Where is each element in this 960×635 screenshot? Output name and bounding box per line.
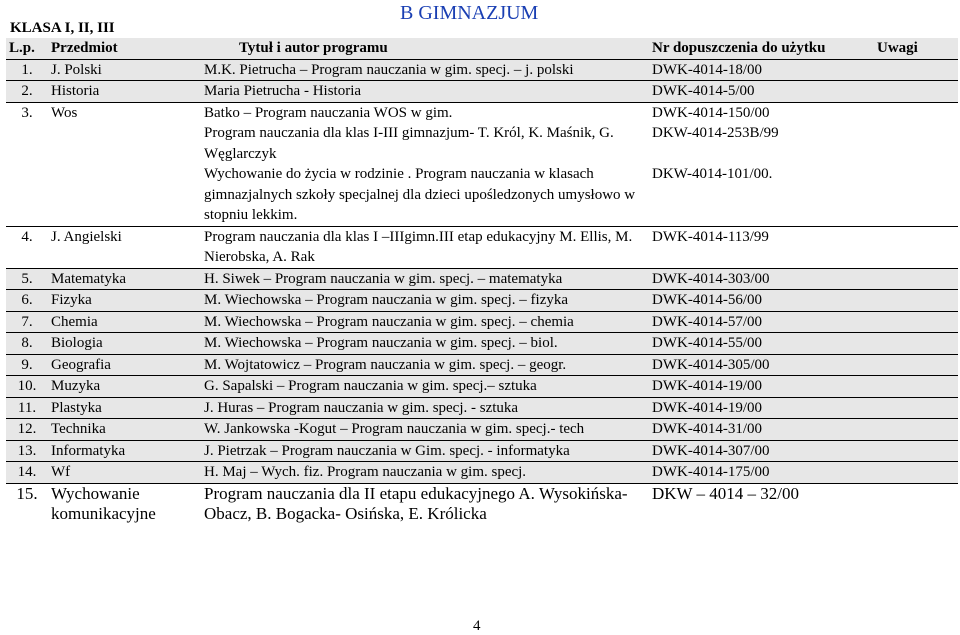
row-num: 8.: [6, 333, 48, 355]
row-title: Program nauczania dla II etapu edukacyjnego A. Wysokińska-Obacz, B. Bogacka- Osińska, E. Królicka: [204, 483, 628, 523]
row-subject: Wos: [48, 102, 201, 226]
row-title-part: Wychowanie do życia w rodzinie . Program nauczania w klasach gimnazjalnych szkoły specjalnej dla dzieci upośledzonych umysłowo w stopniu lekkim.: [204, 166, 636, 223]
table-row: [6, 102, 958, 226]
row-notes: [837, 59, 958, 81]
row-nr: DWK-4014-18/00: [649, 59, 837, 81]
table-row: [6, 354, 958, 376]
row-num: 11.: [6, 397, 48, 419]
row-nr: [649, 102, 837, 226]
table-row: [6, 311, 958, 333]
col-header-notes: Uwagi: [837, 38, 958, 59]
row-subject: J. Polski: [48, 59, 201, 81]
row-subject: Matematyka: [48, 268, 201, 290]
program-table: [6, 38, 958, 525]
row-nr: DWK-4014-55/00: [649, 333, 837, 355]
page-title: B GIMNAZJUM: [400, 2, 539, 24]
row-nr-part: DWK-4014-150/00: [652, 104, 770, 121]
row-subject: Wf: [48, 462, 201, 484]
row-notes: [837, 311, 958, 333]
row-title: M. Wiechowska – Program nauczania w gim. specj. – chemia: [201, 311, 649, 333]
row-nr: DWK-4014-307/00: [649, 440, 837, 462]
row-notes: [837, 397, 958, 419]
row-subject: Historia: [48, 81, 201, 103]
row-notes: [837, 483, 958, 525]
table-row: [6, 268, 958, 290]
row-num: 15.: [16, 483, 38, 503]
row-num: 4.: [6, 226, 48, 268]
row-title: M. Wiechowska – Program nauczania w gim. specj. – biol.: [201, 333, 649, 355]
table-row: [6, 290, 958, 312]
row-nr: DKW – 4014 – 32/00: [652, 483, 800, 503]
page-number: 4: [473, 618, 481, 634]
row-subject: Geografia: [48, 354, 201, 376]
row-notes: [837, 226, 958, 268]
table-row: [6, 333, 958, 355]
row-num: 10.: [6, 376, 48, 398]
col-header-nr: Nr dopuszczenia do użytku: [649, 38, 837, 59]
row-title: [201, 102, 649, 226]
row-notes: [837, 440, 958, 462]
row-subject: J. Angielski: [48, 226, 201, 268]
row-num: 14.: [6, 462, 48, 484]
row-num: 6.: [6, 290, 48, 312]
class-label: KLASA I, II, III: [10, 20, 115, 36]
row-nr: DWK-4014-19/00: [649, 376, 837, 398]
row-title: M.K. Pietrucha – Program nauczania w gim. specj. – j. polski: [201, 59, 649, 81]
col-header-lp: L.p.: [6, 38, 48, 59]
row-num: 1.: [6, 59, 48, 81]
row-nr: DWK-4014-113/99: [649, 226, 837, 268]
table-row: [6, 376, 958, 398]
row-num: 12.: [6, 419, 48, 441]
row-title: G. Sapalski – Program nauczania w gim. specj.– sztuka: [201, 376, 649, 398]
table-row: [6, 59, 958, 81]
row-notes: [837, 290, 958, 312]
col-header-subject: Przedmiot: [48, 38, 201, 59]
row-title: J. Huras – Program nauczania w gim. specj. - sztuka: [201, 397, 649, 419]
row-num: 2.: [6, 81, 48, 103]
row-title: J. Pietrzak – Program nauczania w Gim. specj. - informatyka: [201, 440, 649, 462]
row-notes: [837, 354, 958, 376]
row-subject: Muzyka: [48, 376, 201, 398]
table-row: [6, 81, 958, 103]
row-title: H. Siwek – Program nauczania w gim. specj. – matematyka: [201, 268, 649, 290]
row-notes: [837, 81, 958, 103]
row-nr: DWK-4014-31/00: [649, 419, 837, 441]
table-row: [6, 397, 958, 419]
row-subject: Wychowanie komunikacyjne: [51, 483, 156, 523]
row-num: 9.: [6, 354, 48, 376]
row-nr: DWK-4014-303/00: [649, 268, 837, 290]
row-nr-part: DKW-4014-253B/99: [652, 125, 779, 141]
row-num: 13.: [6, 440, 48, 462]
row-title: M. Wojtatowicz – Program nauczania w gim. specj. – geogr.: [201, 354, 649, 376]
row-notes: [837, 419, 958, 441]
row-notes: [837, 268, 958, 290]
row-title: Maria Pietrucha - Historia: [201, 81, 649, 103]
table-row: [6, 226, 958, 268]
row-title: M. Wiechowska – Program nauczania w gim. specj. – fizyka: [201, 290, 649, 312]
row-num: 7.: [6, 311, 48, 333]
row-nr: DWK-4014-56/00: [649, 290, 837, 312]
row-notes: [837, 333, 958, 355]
col-header-title: Tytuł i autor programu: [201, 38, 649, 59]
row-nr: DWK-4014-175/00: [649, 462, 837, 484]
row-title: W. Jankowska -Kogut – Program nauczania w gim. specj.- tech: [201, 419, 649, 441]
row-title-part: Program nauczania dla klas I-III gimnazjum- T. Król, K. Maśnik, G. Węglarczyk: [204, 125, 614, 162]
row-subject: Plastyka: [48, 397, 201, 419]
row-num: 5.: [6, 268, 48, 290]
row-nr: DWK-4014-5/00: [649, 81, 837, 103]
row-nr-part: DKW-4014-101/00.: [652, 165, 773, 182]
row-num: 3.: [6, 102, 48, 226]
row-notes: [837, 102, 958, 226]
row-notes: [837, 376, 958, 398]
row-title: Program nauczania dla klas I –IIIgimn.III etap edukacyjny M. Ellis, M. Nierobska, A. Rak: [201, 226, 649, 268]
row-subject: Chemia: [48, 311, 201, 333]
row-subject: Technika: [48, 419, 201, 441]
table-row: [6, 419, 958, 441]
table-row: [6, 462, 958, 484]
row-title-part: Batko – Program nauczania WOS w gim.: [204, 104, 453, 121]
row-subject: Informatyka: [48, 440, 201, 462]
table-row: [6, 440, 958, 462]
table-header-row: [6, 38, 958, 59]
row-nr: DWK-4014-57/00: [649, 311, 837, 333]
row-notes: [837, 462, 958, 484]
row-nr: DWK-4014-19/00: [649, 397, 837, 419]
row-nr: DWK-4014-305/00: [649, 354, 837, 376]
table-row: [6, 483, 958, 525]
row-subject: Fizyka: [48, 290, 201, 312]
row-title: H. Maj – Wych. fiz. Program nauczania w gim. specj.: [201, 462, 649, 484]
row-subject: Biologia: [48, 333, 201, 355]
